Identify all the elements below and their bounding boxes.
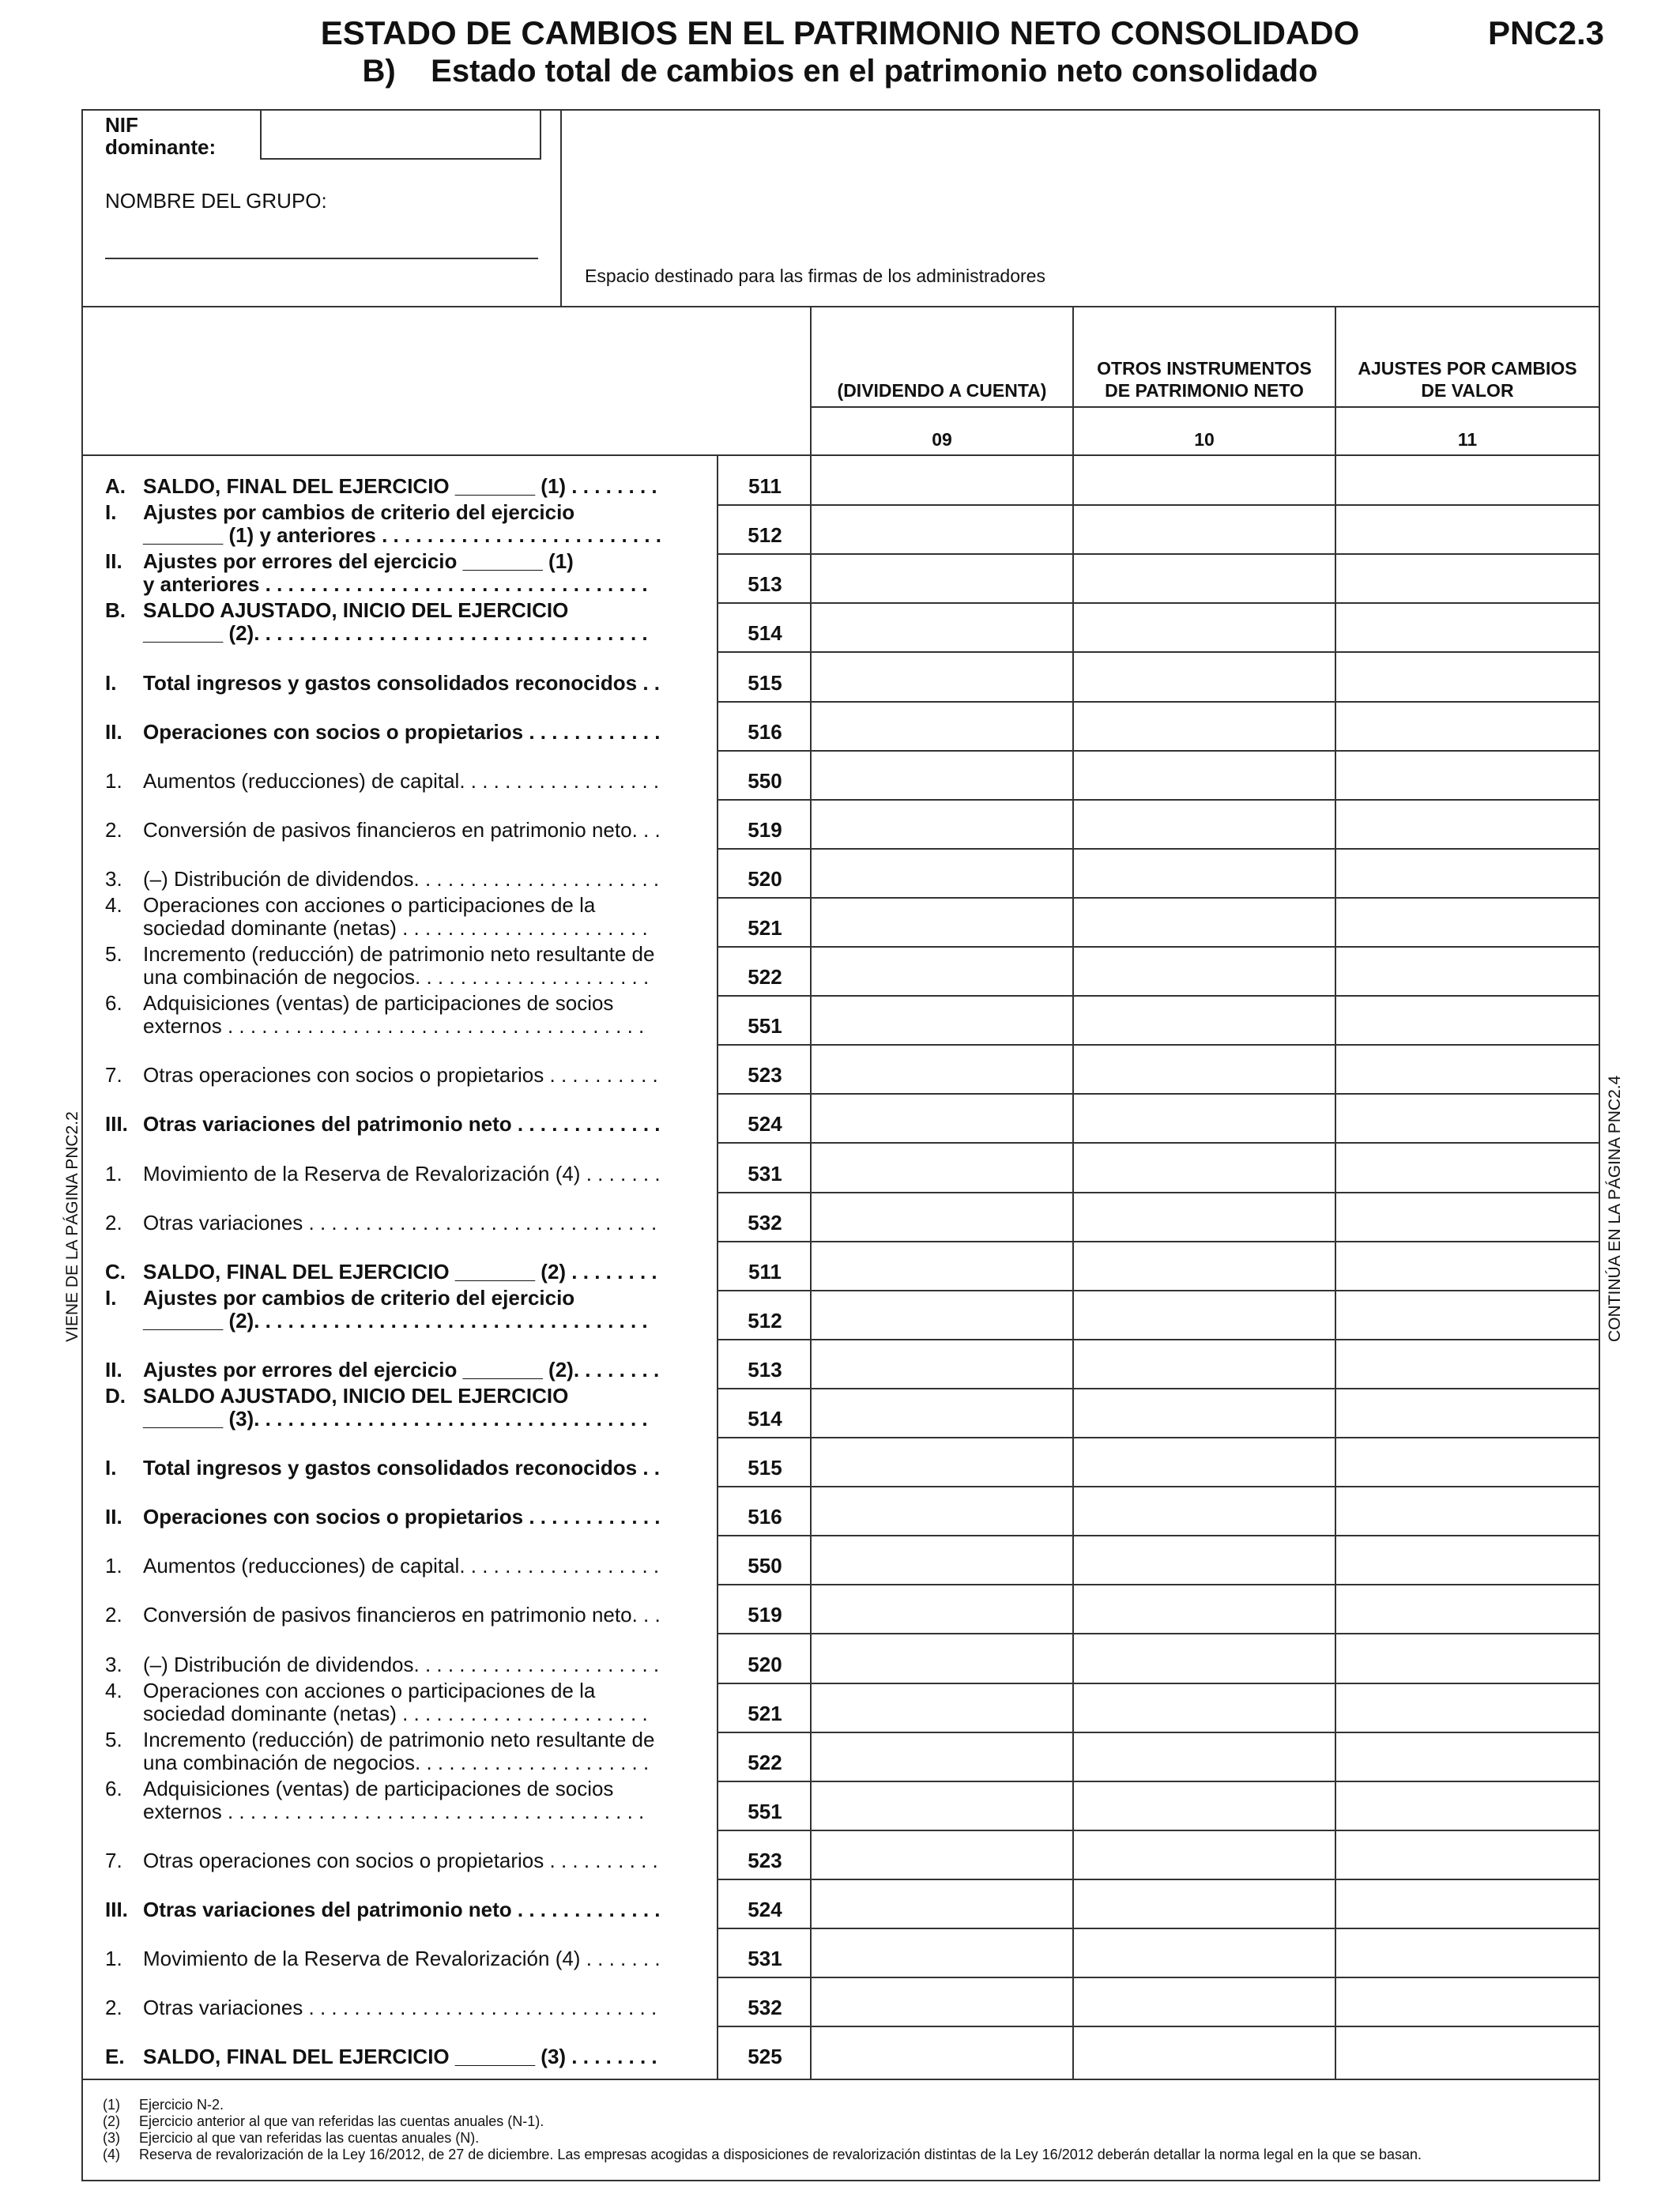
value-cell-col-11[interactable] <box>1336 1684 1599 1732</box>
row-code: 531 <box>748 1947 782 1970</box>
row-text-line: Movimiento de la Reserva de Revalorización (4) . . . . . . . <box>143 1947 661 1970</box>
value-cell-col-11[interactable] <box>1336 703 1599 750</box>
row-number: 1. <box>105 1162 122 1186</box>
row-text-line: externos . . . . . . . . . . . . . . . . . . . . . . . . . . . . . . . . . . . . . <box>143 1800 645 1823</box>
row-label <box>105 550 714 596</box>
row-label <box>105 1849 714 1872</box>
col-number-09: 09 <box>932 429 952 450</box>
value-cell-col-09[interactable] <box>812 604 1072 651</box>
row-number: 2. <box>105 1996 122 2019</box>
row-code: 515 <box>748 671 782 695</box>
value-cell-col-09[interactable] <box>812 1340 1072 1388</box>
value-cell-col-09[interactable] <box>812 801 1072 848</box>
row-text-line: SALDO AJUSTADO, INICIO DEL EJERCICIO <box>143 598 569 622</box>
col-heading-10-line1: OTROS INSTRUMENTOS <box>1097 358 1312 379</box>
side-text-right: CONTINÚA EN LA PÁGINA PNC2.4 <box>1606 1075 1624 1342</box>
value-cell-col-10[interactable] <box>1074 1193 1335 1241</box>
footnote-number: (4) <box>103 2147 120 2162</box>
row-text-line: Incremento (reducción) de patrimonio neto resultante de <box>143 942 655 966</box>
col-heading-11-line2: DE VALOR <box>1421 380 1514 401</box>
row-text-line: Otras variaciones . . . . . . . . . . . . . . . . . . . . . . . . . . . . . . . <box>143 1211 657 1235</box>
value-cell-col-09[interactable] <box>812 850 1072 897</box>
nif-label: NIF <box>105 113 138 137</box>
row-text-line: SALDO, FINAL DEL EJERCICIO _______ (1) . . . . . . . . <box>143 474 657 498</box>
row-text-line: _______ (2). . . . . . . . . . . . . . . . . . . . . . . . . . . . . . . . . . . <box>143 621 648 645</box>
value-cell-col-10[interactable] <box>1074 1585 1335 1633</box>
row-number: 7. <box>105 1849 122 1872</box>
group-name-field[interactable] <box>105 229 538 259</box>
row-number: D. <box>105 1384 126 1408</box>
row-text-line: _______ (1) y anteriores . . . . . . . . . . . . . . . . . . . . . . . . . <box>143 523 662 547</box>
footnote-text: Ejercicio al que van referidas las cuentas anuales (N). <box>139 2130 480 2146</box>
value-cell-col-09[interactable] <box>812 1487 1072 1535</box>
row-label <box>105 894 714 940</box>
row-code: 522 <box>748 1751 782 1774</box>
footnotes <box>103 2097 1422 2163</box>
row-text-line: SALDO, FINAL DEL EJERCICIO _______ (2) . . . . . . . . <box>143 1260 657 1284</box>
row-number: B. <box>105 598 126 622</box>
row-text-line: Otras operaciones con socios o propietarios . . . . . . . . . . <box>143 1849 658 1872</box>
col-heading-11 <box>1336 357 1599 401</box>
value-cell-col-09[interactable] <box>812 752 1072 799</box>
row-code: 514 <box>748 621 782 645</box>
row-number: 3. <box>105 867 122 891</box>
footnote-text: Reserva de revalorización de la Ley 16/2012, de 27 de diciembre. Las empresas acogidas a disposiciones de revalorización distintas de la Ley 16/2012 deberán detallar la norma legal en la que se basan. <box>139 2147 1422 2162</box>
col-heading-10 <box>1074 357 1335 401</box>
row-label <box>105 1212 714 1235</box>
row-code: 520 <box>748 1653 782 1676</box>
value-cell-col-09[interactable] <box>812 1193 1072 1241</box>
row-text-line: sociedad dominante (netas) . . . . . . . . . . . . . . . . . . . . . . <box>143 1702 648 1725</box>
row-number: C. <box>105 1260 126 1284</box>
value-cell-col-10[interactable] <box>1074 506 1335 553</box>
value-cell-col-11[interactable] <box>1336 1193 1599 1241</box>
row-label <box>105 992 714 1038</box>
row-label <box>105 1728 714 1774</box>
value-cell-col-09[interactable] <box>812 1684 1072 1732</box>
row-label <box>105 1506 714 1529</box>
footnote-text: Ejercicio anterior al que van referidas las cuentas anuales (N-1). <box>139 2113 544 2129</box>
value-cell-col-11[interactable] <box>1336 1095 1599 1142</box>
value-cell-col-09[interactable] <box>812 997 1072 1044</box>
row-number: E. <box>105 2045 125 2068</box>
row-text-line: Adquisiciones (ventas) de participaciones de socios <box>143 1777 614 1800</box>
value-cell-col-11[interactable] <box>1336 604 1599 651</box>
row-code: 513 <box>748 572 782 596</box>
row-text-line: Operaciones con acciones o participaciones de la <box>143 893 596 917</box>
value-cell-col-11[interactable] <box>1336 2027 1599 2075</box>
row-code: 532 <box>748 1211 782 1235</box>
row-code: 524 <box>748 1112 782 1136</box>
footnote <box>103 2130 1422 2147</box>
footnote <box>103 2147 1422 2163</box>
ident-divider <box>560 109 562 307</box>
value-cell-col-10[interactable] <box>1074 555 1335 602</box>
frame-bottom <box>81 2180 1600 2181</box>
row-number: A. <box>105 474 126 498</box>
value-cell-col-11[interactable] <box>1336 1144 1599 1191</box>
value-cell-col-09[interactable] <box>812 1291 1072 1339</box>
row-code: 514 <box>748 1407 782 1431</box>
row-label <box>105 819 714 842</box>
value-cell-col-09[interactable] <box>812 2027 1072 2075</box>
row-text-line: Operaciones con socios o propietarios . . . . . . . . . . . . <box>143 720 661 744</box>
value-cell-col-09[interactable] <box>812 1978 1072 2026</box>
value-cell-col-09[interactable] <box>812 555 1072 602</box>
signature-space-label: Espacio destinado para las firmas de los administradores <box>585 266 1045 286</box>
col-number-10: 10 <box>1194 429 1215 450</box>
row-code: 525 <box>748 2045 782 2068</box>
value-cell-col-10[interactable] <box>1074 1536 1335 1584</box>
row-label <box>105 1777 714 1823</box>
value-cell-col-11[interactable] <box>1336 555 1599 602</box>
value-cell-col-10[interactable] <box>1074 899 1335 946</box>
row-label <box>105 1385 714 1431</box>
row-label <box>105 1679 714 1725</box>
value-cell-col-10[interactable] <box>1074 1438 1335 1486</box>
row-text-line: sociedad dominante (netas) . . . . . . . . . . . . . . . . . . . . . . <box>143 916 648 940</box>
row-number: I. <box>105 671 117 695</box>
nif-field[interactable] <box>260 109 541 160</box>
row-number: 7. <box>105 1063 122 1087</box>
row-label <box>105 1604 714 1627</box>
row-number: 2. <box>105 1211 122 1235</box>
value-cell-col-11[interactable] <box>1336 1046 1599 1093</box>
value-cell-col-09[interactable] <box>812 1634 1072 1682</box>
value-cell-col-11[interactable] <box>1336 752 1599 799</box>
row-code: 531 <box>748 1162 782 1186</box>
row-code: 524 <box>748 1898 782 1921</box>
row-number: I. <box>105 1286 117 1310</box>
row-text-line: Ajustes por errores del ejercicio _______ (2). . . . . . . . <box>143 1358 660 1382</box>
row-text-line: y anteriores . . . . . . . . . . . . . . . . . . . . . . . . . . . . . . . . . . <box>143 572 648 596</box>
value-cell-col-09[interactable] <box>812 899 1072 946</box>
row-code: 516 <box>748 720 782 744</box>
row-label <box>105 721 714 744</box>
value-cell-col-10[interactable] <box>1074 1389 1335 1437</box>
row-code: 550 <box>748 1554 782 1578</box>
row-text-line: Conversión de pasivos financieros en patrimonio neto. . . <box>143 818 661 842</box>
row-number: 2. <box>105 1603 122 1627</box>
value-cell-col-11[interactable] <box>1336 1634 1599 1682</box>
row-label <box>105 1261 714 1284</box>
value-cell-col-10[interactable] <box>1074 703 1335 750</box>
row-text-line: SALDO, FINAL DEL EJERCICIO _______ (3) . . . . . . . . <box>143 2045 657 2068</box>
row-text-line: SALDO AJUSTADO, INICIO DEL EJERCICIO <box>143 1384 569 1408</box>
value-cell-col-11[interactable] <box>1336 850 1599 897</box>
row-text-line: Aumentos (reducciones) de capital. . . . . . . . . . . . . . . . . . <box>143 769 660 793</box>
value-cell-col-10[interactable] <box>1074 1144 1335 1191</box>
row-text-line: Otras variaciones . . . . . . . . . . . . . . . . . . . . . . . . . . . . . . . <box>143 1996 657 2019</box>
row-label <box>105 475 714 498</box>
row-number: I. <box>105 500 117 524</box>
value-cell-col-09[interactable] <box>812 1585 1072 1633</box>
footnote <box>103 2113 1422 2130</box>
value-cell-col-11[interactable] <box>1336 1438 1599 1486</box>
row-code: 550 <box>748 769 782 793</box>
value-cell-col-11[interactable] <box>1336 1585 1599 1633</box>
value-cell-col-11[interactable] <box>1336 457 1599 504</box>
page-title: ESTADO DE CAMBIOS EN EL PATRIMONIO NETO CONSOLIDADO <box>320 14 1360 51</box>
footnote-number: (3) <box>103 2130 120 2146</box>
row-label <box>105 1653 714 1676</box>
group-name-label: NOMBRE DEL GRUPO: <box>105 189 327 213</box>
value-cell-col-11[interactable] <box>1336 1340 1599 1388</box>
value-cell-col-10[interactable] <box>1074 1684 1335 1732</box>
value-cell-col-09[interactable] <box>812 1733 1072 1781</box>
row-text-line: Incremento (reducción) de patrimonio neto resultante de <box>143 1728 655 1751</box>
row-code: 523 <box>748 1849 782 1872</box>
row-text-line: _______ (2). . . . . . . . . . . . . . . . . . . . . . . . . . . . . . . . . . . <box>143 1309 648 1333</box>
value-cell-col-10[interactable] <box>1074 1733 1335 1781</box>
value-cell-col-11[interactable] <box>1336 1242 1599 1290</box>
value-cell-col-09[interactable] <box>812 457 1072 504</box>
row-text-line: una combinación de negocios. . . . . . . . . . . . . . . . . . . . . <box>143 965 650 989</box>
value-cell-col-10[interactable] <box>1074 948 1335 995</box>
row-label <box>105 1555 714 1578</box>
ident-bottom-line <box>81 306 1600 307</box>
row-text-line: (–) Distribución de dividendos. . . . . . . . . . . . . . . . . . . . . . <box>143 1653 660 1676</box>
row-code: 523 <box>748 1063 782 1087</box>
col-heading-09-line2: (DIVIDENDO A CUENTA) <box>837 380 1047 401</box>
col-heading-11-line1: AJUSTES POR CAMBIOS <box>1358 358 1577 379</box>
row-code: 511 <box>748 1260 782 1284</box>
row-code: 521 <box>748 1702 782 1725</box>
value-cell-col-10[interactable] <box>1074 1978 1335 2026</box>
row-text-line: Otras variaciones del patrimonio neto . . . . . . . . . . . . . <box>143 1898 661 1921</box>
row-number: 5. <box>105 1728 122 1751</box>
row-number: III. <box>105 1898 128 1921</box>
row-code: 521 <box>748 916 782 940</box>
value-cell-col-10[interactable] <box>1074 457 1335 504</box>
row-label <box>105 501 714 547</box>
row-text-line: Operaciones con acciones o participaciones de la <box>143 1679 596 1702</box>
value-cell-col-10[interactable] <box>1074 1831 1335 1879</box>
value-cell-col-10[interactable] <box>1074 1782 1335 1830</box>
value-cell-col-10[interactable] <box>1074 1291 1335 1339</box>
value-cell-col-11[interactable] <box>1336 1487 1599 1535</box>
row-text-line: _______ (3). . . . . . . . . . . . . . . . . . . . . . . . . . . . . . . . . . . <box>143 1407 648 1431</box>
value-cell-col-10[interactable] <box>1074 1095 1335 1142</box>
signature-area[interactable] <box>563 112 1595 254</box>
footnote-text: Ejercicio N-2. <box>139 2097 224 2113</box>
row-text-line: externos . . . . . . . . . . . . . . . . . . . . . . . . . . . . . . . . . . . . . <box>143 1014 645 1038</box>
footnote-number: (2) <box>103 2113 120 2129</box>
row-number: 6. <box>105 1777 122 1800</box>
value-cell-col-09[interactable] <box>812 1389 1072 1437</box>
value-cell-col-09[interactable] <box>812 1536 1072 1584</box>
footnote <box>103 2097 1422 2113</box>
row-number: 1. <box>105 769 122 793</box>
row-text-line: Total ingresos y gastos consolidados reconocidos . . <box>143 671 660 695</box>
row-text-line: Movimiento de la Reserva de Revalorización (4) . . . . . . . <box>143 1162 661 1186</box>
value-cell-col-09[interactable] <box>812 1831 1072 1879</box>
value-cell-col-11[interactable] <box>1336 1389 1599 1437</box>
value-cell-col-10[interactable] <box>1074 1880 1335 1928</box>
row-label <box>105 943 714 989</box>
row-number: 4. <box>105 1679 122 1702</box>
row-code: 520 <box>748 867 782 891</box>
value-cell-col-11[interactable] <box>1336 997 1599 1044</box>
value-cell-col-10[interactable] <box>1074 2027 1335 2075</box>
row-code: 519 <box>748 1603 782 1627</box>
row-label <box>105 1947 714 1970</box>
value-cell-col-09[interactable] <box>812 1782 1072 1830</box>
row-text-line: Otras variaciones del patrimonio neto . . . . . . . . . . . . . <box>143 1112 661 1136</box>
value-cell-col-09[interactable] <box>812 1242 1072 1290</box>
row-label <box>105 1287 714 1333</box>
row-label <box>105 672 714 695</box>
value-cell-col-11[interactable] <box>1336 1733 1599 1781</box>
row-number: II. <box>105 720 122 744</box>
row-text-line: Conversión de pasivos financieros en patrimonio neto. . . <box>143 1603 661 1627</box>
value-cell-col-09[interactable] <box>812 1046 1072 1093</box>
value-cell-col-09[interactable] <box>812 506 1072 553</box>
row-code: 513 <box>748 1358 782 1382</box>
row-number: III. <box>105 1112 128 1136</box>
row-number: 1. <box>105 1947 122 1970</box>
row-code: 516 <box>748 1505 782 1529</box>
value-cell-col-11[interactable] <box>1336 1929 1599 1977</box>
col-number-11: 11 <box>1457 429 1478 450</box>
value-cell-col-11[interactable] <box>1336 948 1599 995</box>
row-text-line: Operaciones con socios o propietarios . . . . . . . . . . . . <box>143 1505 661 1529</box>
row-label <box>105 1113 714 1136</box>
row-code: 512 <box>748 523 782 547</box>
value-cell-col-10[interactable] <box>1074 1340 1335 1388</box>
value-cell-col-11[interactable] <box>1336 1831 1599 1879</box>
row-text-line: Ajustes por cambios de criterio del ejercicio <box>143 500 575 524</box>
row-code: 532 <box>748 1996 782 2019</box>
row-label <box>105 1064 714 1087</box>
row-label <box>105 2045 714 2068</box>
row-code: 522 <box>748 965 782 989</box>
col-head-line <box>810 406 1599 408</box>
value-cell-col-11[interactable] <box>1336 1880 1599 1928</box>
value-cell-col-09[interactable] <box>812 948 1072 995</box>
row-text-line: Ajustes por cambios de criterio del ejercicio <box>143 1286 575 1310</box>
value-cell-col-09[interactable] <box>812 1144 1072 1191</box>
value-cell-col-09[interactable] <box>812 1438 1072 1486</box>
value-cell-col-11[interactable] <box>1336 1978 1599 2026</box>
value-cell-col-09[interactable] <box>812 703 1072 750</box>
col-heading-10-line2: DE PATRIMONIO NETO <box>1105 380 1304 401</box>
row-text-line: Total ingresos y gastos consolidados reconocidos . . <box>143 1456 660 1480</box>
value-cell-col-11[interactable] <box>1336 506 1599 553</box>
header-bottom-line <box>81 454 1600 456</box>
row-label <box>105 868 714 891</box>
row-code: 551 <box>748 1800 782 1823</box>
row-label <box>105 1163 714 1186</box>
row-code: 551 <box>748 1014 782 1038</box>
row-number: I. <box>105 1456 117 1480</box>
row-text-line: Ajustes por errores del ejercicio _______ (1) <box>143 549 574 573</box>
value-cell-col-10[interactable] <box>1074 1929 1335 1977</box>
value-cell-col-11[interactable] <box>1336 1536 1599 1584</box>
value-cell-col-11[interactable] <box>1336 801 1599 848</box>
row-label <box>105 1898 714 1921</box>
value-cell-col-10[interactable] <box>1074 1242 1335 1290</box>
nif-label-dominante: dominante: <box>105 135 217 159</box>
value-cell-col-10[interactable] <box>1074 1487 1335 1535</box>
value-cell-col-11[interactable] <box>1336 899 1599 946</box>
row-text-line: Otras operaciones con socios o propietarios . . . . . . . . . . <box>143 1063 658 1087</box>
value-cell-col-10[interactable] <box>1074 1046 1335 1093</box>
row-code: 511 <box>748 474 782 498</box>
value-cell-col-10[interactable] <box>1074 997 1335 1044</box>
row-number: II. <box>105 1358 122 1382</box>
form-code: PNC2.3 <box>1487 14 1604 51</box>
row-number: II. <box>105 1505 122 1529</box>
value-cell-col-09[interactable] <box>812 1095 1072 1142</box>
row-text-line: Adquisiciones (ventas) de participaciones de socios <box>143 991 614 1015</box>
row-text-line: (–) Distribución de dividendos. . . . . . . . . . . . . . . . . . . . . . <box>143 867 660 891</box>
row-label <box>105 1996 714 2019</box>
row-label <box>105 770 714 793</box>
value-cell-col-11[interactable] <box>1336 1291 1599 1339</box>
side-text-left: VIENE DE LA PÁGINA PNC2.2 <box>63 1111 81 1342</box>
row-code: 515 <box>748 1456 782 1480</box>
footnote-number: (1) <box>103 2097 120 2113</box>
row-label <box>105 599 714 645</box>
row-text-line: una combinación de negocios. . . . . . . . . . . . . . . . . . . . . <box>143 1751 650 1774</box>
row-number: 2. <box>105 818 122 842</box>
notes-top-line <box>81 2079 1600 2080</box>
value-cell-col-11[interactable] <box>1336 653 1599 700</box>
row-label <box>105 1359 714 1382</box>
value-cell-col-09[interactable] <box>812 1929 1072 1977</box>
row-number: 3. <box>105 1653 122 1676</box>
value-cell-col-10[interactable] <box>1074 850 1335 897</box>
value-cell-col-11[interactable] <box>1336 1782 1599 1830</box>
value-cell-col-10[interactable] <box>1074 653 1335 700</box>
row-number: 5. <box>105 942 122 966</box>
value-cell-col-09[interactable] <box>812 1880 1072 1928</box>
value-cell-col-10[interactable] <box>1074 801 1335 848</box>
page-subtitle: B) Estado total de cambios en el patrimonio neto consolidado <box>362 54 1318 89</box>
frame-left <box>81 109 83 2181</box>
row-number: 1. <box>105 1554 122 1578</box>
row-code: 512 <box>748 1309 782 1333</box>
row-number: 6. <box>105 991 122 1015</box>
row-label <box>105 1457 714 1480</box>
frame-right <box>1599 109 1600 2181</box>
row-text-line: Aumentos (reducciones) de capital. . . . . . . . . . . . . . . . . . <box>143 1554 660 1578</box>
row-code: 519 <box>748 818 782 842</box>
value-cell-col-10[interactable] <box>1074 752 1335 799</box>
value-cell-col-10[interactable] <box>1074 1634 1335 1682</box>
row-number: II. <box>105 549 122 573</box>
value-cell-col-10[interactable] <box>1074 604 1335 651</box>
value-cell-col-09[interactable] <box>812 653 1072 700</box>
row-number: 4. <box>105 893 122 917</box>
